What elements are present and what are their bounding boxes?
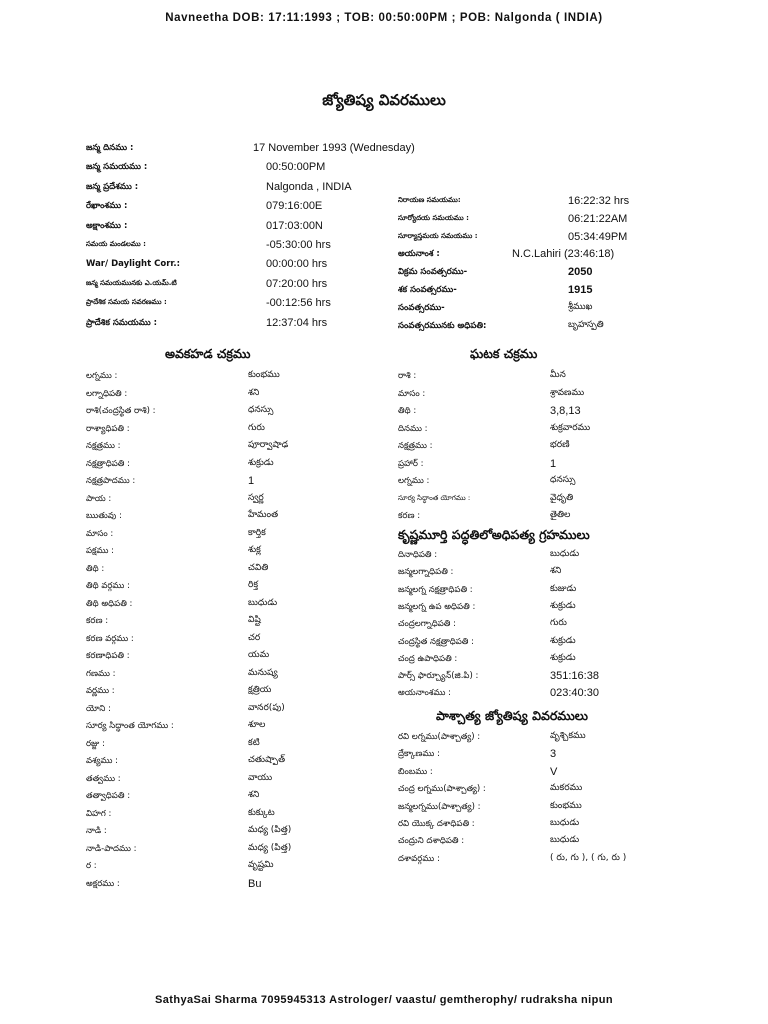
row-value: మీన [550,370,566,380]
row-value: శుక్ల [248,545,261,555]
row-value: 017:03:00N [266,219,323,232]
row-value: కార్తిక [248,527,266,538]
row-label: ప్రహార్ : [398,458,424,469]
row-label: తత్వాధిపతి : [86,791,131,801]
row-value: కుంభము [550,800,582,811]
row-value: Nalgonda , INDIA [266,180,352,193]
row-value: చవితి [248,562,269,573]
row-label: యోని : [86,703,111,714]
row-value: చతుష్పాత్ [248,755,286,765]
row-label: అక్షాంశము : [86,220,128,231]
row-label: దినము : [398,423,428,434]
row-label: నిరాయణ సమయము: [398,196,461,204]
row-value: బుధుడు [550,818,580,828]
row-label: పక్షము : [86,546,114,556]
ghataka-title: ఘటక చక్రము [470,346,538,361]
row-label: చంద్రస్థిత నక్షత్రాధిపతి : [398,636,475,647]
row-value: 1 [248,475,255,487]
row-label: జన్మ ప్రదేశము : [86,181,139,192]
row-label: గణము : [86,668,116,679]
row-value: V [550,765,558,778]
row-label: చంద్రుని దశాధిపతి : [398,836,465,847]
row-value: 06:21:22AM [568,212,628,225]
row-value: 00:50:00PM [266,161,326,174]
row-label: తిథి వర్గము : [86,581,130,591]
row-value: శుక్రుడు [550,652,576,663]
row-value: వైధృతి [550,492,574,503]
row-label: శక సంవత్సరము- [398,285,457,295]
row-label: సూర్యోదయ సమయము : [398,213,469,222]
row-value: 1 [550,457,557,470]
row-value: క్షత్రియ [248,685,272,695]
row-value: మధ్య (పిత్త) [248,842,292,853]
row-label: ప్రాదేశిక సమయ సవరణము : [86,298,167,307]
row-label: తత్వము : [86,773,121,784]
row-label: రవి యొక్క దశాధిపతి : [398,819,475,829]
row-value: విష్టి [248,615,261,625]
row-value: ధనస్సు [550,475,576,485]
row-value: 07:20:00 hrs [266,277,328,290]
row-value: వృష్టమి [248,860,274,870]
row-label: చంద్ర ఉపాధిపతి : [398,653,458,664]
row-label: సంవత్సరము- [398,302,445,313]
row-label: లగ్నము : [398,476,430,486]
row-value: శని [248,387,260,398]
row-label: సూర్య సిద్ధాంత యోగము : [398,493,471,502]
row-value: 079:16:00E [266,200,323,213]
row-label: సూర్యాస్తమయ సమయము : [398,231,478,240]
row-label: ర : [86,861,97,871]
row-value: 12:37:04 hrs [266,316,328,329]
row-value: 16:22:32 hrs [568,195,630,207]
row-value: 1915 [568,284,593,296]
row-value: పూర్వాషాఢ [248,440,289,450]
row-value: వానర(పు) [248,702,285,713]
row-value: గురు [248,422,265,433]
row-value: బుధుడు [550,549,580,559]
row-label: దశావర్గము : [398,853,440,864]
row-value: ధనస్సు [248,405,274,415]
row-label: తిథి అధిపతి : [86,598,133,609]
row-value: మకరము [550,783,583,794]
row-label: అయనాంశము : [398,688,451,699]
row-value: శుక్రుడు [248,457,274,468]
row-value: మనుష్య [248,667,278,678]
row-label: తిథి : [86,563,105,574]
row-value: 3,8,13 [550,405,581,417]
row-value: వృశ్చికము [550,731,586,741]
row-label: ద్రేక్కాణము : [398,749,440,760]
row-value: బుధుడు [248,597,278,608]
page-title: జ్యోతిష్య వివరములు [322,91,446,109]
row-value: మధ్య (పిత్త) [248,825,292,835]
row-value: -00:12:56 hrs [266,297,331,310]
row-label: నక్షత్రపాదము : [86,476,136,486]
row-value: రిక్త [248,580,259,590]
row-label: రాశి(చంద్రస్థిత రాశి) : [86,406,156,416]
row-label: రేఖాంశము : [86,201,128,212]
row-value: కుక్కుట [248,807,275,818]
row-value: యమ [248,650,270,660]
row-label: చంద్రలగ్నాధిపతి : [398,619,456,630]
row-value: శుక్రుడు [550,600,576,611]
row-value: కటి [248,737,260,748]
row-label: విక్రమ సంవత్సరము- [398,267,468,278]
row-value: కుంభము [248,370,280,380]
row-label: దినాధిపతి : [398,550,438,560]
row-value: 351:16:38 [550,670,599,683]
row-value: శ్రావణము [550,387,585,398]
row-label: సంవత్సరమునకు అధిపతి: [398,320,487,331]
row-value: హేమంత [248,510,279,520]
row-value: 05:34:49PM [568,230,628,243]
row-value: స్వర్ణ [248,492,264,503]
row-label: లగ్నాధిపతి : [86,388,128,399]
row-value: శని [248,790,260,800]
row-label: అక్షరము : [86,878,120,889]
row-label: వర్ణము : [86,686,115,696]
row-label: లగ్నము : [86,371,118,381]
row-label: రవి లగ్నము(పాశ్చాత్య) : [398,732,481,742]
row-value: తైతిల [550,510,571,520]
row-value: 17 November 1993 (Wednesday) [253,142,415,154]
row-label: వశ్యము : [86,756,119,766]
row-value: శ్రీముఖ [568,301,593,312]
row-label: జన్మ సమయము : [86,162,148,173]
row-value: బుధుడు [550,835,580,846]
row-label: జన్మలగ్న నక్షత్రాధిపతి : [398,584,473,595]
row-label: బింబము : [398,766,433,777]
row-label: జన్మలగ్నము(పాశ్చాత్య) : [398,801,481,812]
avakahada-title: అవకహడ చక్రము [165,346,251,361]
row-label: పార్స్ ఫార్చ్యూన్(జి.పి) : [398,671,479,682]
row-label: సూర్య సిద్ధాంత యోగము : [86,721,174,731]
row-label: కరణ : [398,511,421,521]
row-label: మాసం : [86,528,114,539]
row-label: రాశి : [398,371,417,381]
row-value: ( రు, గు ), ( గు, రు ) [550,852,627,863]
row-value: వాయు [248,772,273,783]
row-label: పాయ : [86,493,112,504]
row-value: 3 [550,748,557,761]
row-label: రజ్జు : [86,738,105,749]
row-label: జన్మలగ్నాధిపతి : [398,567,454,578]
document-footer: SathyaSai Sharma 7095945313 Astrologer/ vaastu/ gemtherophy/ rudraksha nipun [155,994,613,1006]
kp-title: కృష్ణమూర్తి పద్ధతిలోఅధిపత్య గ్రహములు [398,527,590,542]
row-label: War/ Daylight Corr.: [86,259,180,270]
row-value: శుక్రుడు [550,635,576,646]
row-label: చంద్ర లగ్నము(పాశ్చాత్య) : [398,784,486,795]
row-label: విహగ : [86,808,112,819]
row-label: నక్షత్రాధిపతి : [86,458,130,469]
document-header: Navneetha DOB: 17:11:1993 ; TOB: 00:50:00PM ; POB: Nalgonda ( INDIA) [165,12,603,24]
row-label: కరణ వర్గము : [86,633,134,644]
row-label: నక్షత్రము : [86,441,121,451]
western-title: పాశ్చాత్య జ్యోతిష్య వివరములు [436,708,588,723]
row-label: జన్మలగ్న ఉప అధిపతి : [398,601,476,612]
row-label: సమయ మండలము : [86,240,146,248]
row-value: 023:40:30 [550,687,599,700]
row-value: -05:30:00 hrs [266,239,331,251]
row-value: 00:00:00 hrs [266,258,328,271]
row-label: రాశ్యాధిపతి : [86,423,130,434]
row-label: ప్రాదేశిక సమయము : [86,317,158,328]
row-label: కరణ : [86,616,109,626]
row-label: అయనాంశ : [398,249,440,260]
row-label: నాడి : [86,826,107,836]
row-value: శుక్రవారము [550,422,591,433]
row-label: కరణాధిపతి : [86,651,130,661]
row-label: నాడి-పాదము : [86,843,137,854]
row-value: 2050 [568,266,593,279]
row-label: ఋతువు : [86,511,122,521]
row-value: Bu [248,877,262,890]
row-value: శని [550,566,562,577]
row-value: కుజుడు [550,583,577,594]
row-label: జన్మ దినము : [86,143,134,153]
row-value: శూల [248,720,266,730]
row-label: నక్షత్రము : [398,441,433,451]
row-value: బృహస్పతి [568,319,604,330]
row-label: మాసం : [398,388,426,399]
row-value: చర [248,632,261,643]
row-value: భరణి [550,440,570,450]
row-value: గురు [550,618,567,629]
row-value: N.C.Lahiri (23:46:18) [512,248,615,261]
row-label: తిథి : [398,406,417,416]
row-label: జన్మ సమయమునకు ఎ.యమ్.టి [86,278,177,287]
